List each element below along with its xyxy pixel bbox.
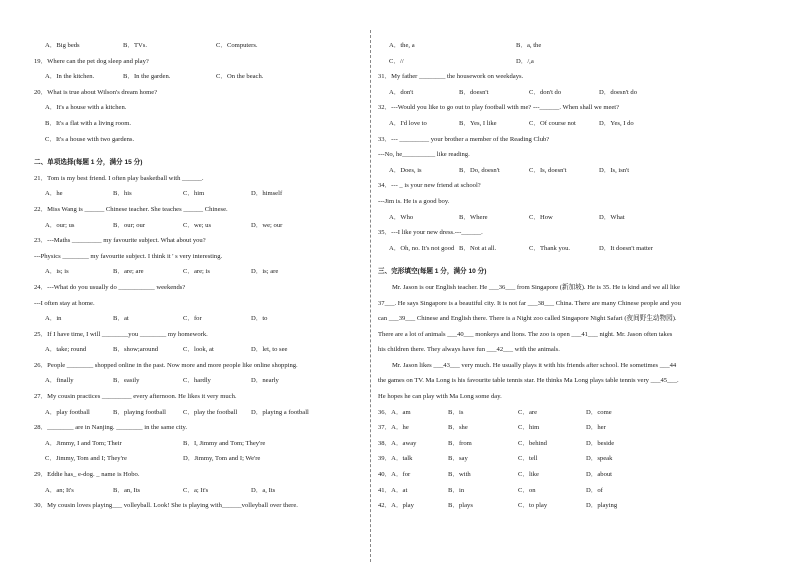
q36-options (378, 405, 776, 421)
q36-option-c: C．are (518, 408, 538, 416)
q42-option-d: D．playing (586, 502, 618, 510)
q42-option-c: C．to play (518, 502, 548, 510)
q36-option-d: D．come (586, 408, 612, 416)
q24-option-a: A．in (45, 315, 62, 323)
q30-option-a: A．the, a (389, 42, 415, 49)
q41-option-d: D．of (586, 486, 603, 494)
q31-option-b: B．doesn't (459, 88, 489, 96)
q36-option-b: B．is (448, 408, 464, 416)
q18-options (34, 38, 364, 54)
q19-option-a: A．In the kitchen. (45, 73, 95, 81)
q31-option-c: C．don't do (529, 88, 562, 96)
q31-stem: 31．My father ________ the housework on weekdays. (378, 73, 524, 81)
q26-stem: 26．People ________ shopped online in the past. Now more and more people like online shopping. (34, 361, 298, 369)
q30-option-b: B．a, the (516, 42, 542, 49)
q22-option-c: C．we; us (183, 221, 212, 229)
q23-options (34, 264, 364, 280)
q18-option-b: B．TVs. (123, 42, 147, 49)
q28-stem: 28．________ are in Nanjing. ________ in the same city. (34, 424, 188, 432)
q37-option-b: B．she (448, 424, 468, 432)
q23-stem-2: ---Physics ________ my favourite subject. I think it ' s very interesting. (34, 252, 223, 260)
passage-line-8: He hopes he can play with Ma Long some day. (378, 393, 502, 401)
q21-option-c: C．him (183, 190, 205, 198)
q25-option-a: A．take; round (45, 346, 87, 354)
q25-option-d: D．let, to see (251, 346, 288, 354)
q33-options (378, 163, 776, 179)
q24-option-c: C．for (183, 315, 202, 323)
q24-stem-2: ---I often stay at home. (34, 299, 95, 307)
q22-option-a: A．our; us (45, 221, 75, 229)
q28-option-a: A．Jimmy, I and Tom; Their (45, 439, 122, 447)
passage-line-4: There are a lot of animals ___40___ monkeys and lions. The zoo is open ___41___ night. Mr. Jason often takes (378, 330, 673, 338)
q27-options (34, 405, 364, 421)
q26-options (34, 373, 364, 389)
q29-options (34, 483, 364, 499)
q38-option-d: D．beside (586, 439, 615, 447)
q21-option-b: B．his (113, 190, 132, 198)
q20-option-c: C．It's a house with two gardens. (45, 135, 135, 143)
q41-options (378, 483, 776, 499)
q34-option-c: C．How (529, 213, 553, 221)
section-3-heading: 三、完形填空(每题 1 分，满分 10 分) (378, 268, 487, 276)
q35-option-c: C．Thank you. (529, 244, 571, 252)
q41-option-a: 41．A．at (378, 486, 408, 494)
q31-option-d: D．doesn't do (599, 88, 638, 96)
q35-option-b: B．Not at all. (459, 244, 497, 252)
passage-line-5: his children there. They always have fun ___42___ with the animals. (378, 346, 560, 354)
q23-option-d: D．is; are (251, 268, 279, 276)
q21-stem: 21．Tom is my best friend. I often play basketball with ______. (34, 174, 204, 182)
q37-options (378, 420, 776, 436)
q39-option-a: 39．A．talk (378, 455, 413, 463)
column-divider (370, 30, 371, 562)
q30-options-ab (378, 38, 776, 54)
q39-option-b: B．say (448, 455, 468, 463)
q25-option-b: B．show;around (113, 346, 159, 354)
q27-option-c: C．play the football (183, 408, 238, 416)
q40-option-b: B．with (448, 471, 471, 479)
q18-option-c: C．Computers. (216, 42, 258, 49)
q33-stem-2: ---No, he__________ like reading. (378, 151, 470, 159)
q28-options-ab (34, 436, 364, 452)
q29-option-c: C．a; It's (183, 486, 209, 494)
q30-option-d: D．/,a (516, 57, 534, 65)
q33-option-d: D．Is, isn't (599, 166, 630, 174)
q18-option-a: A．Big beds (45, 42, 80, 49)
q21-option-d: D．himself (251, 190, 283, 198)
q27-option-b: B．playing football (113, 408, 166, 416)
q37-option-a: 37．A．he (378, 424, 409, 432)
q33-stem: 33．--- _________ your brother a member of the Reading Club? (378, 135, 550, 143)
q32-option-d: D．Yes, I do (599, 119, 634, 127)
q27-option-a: A．play football (45, 408, 90, 416)
passage-line-6: Mr. Jason likes ___43___ very much. He usually plays it with his friends after school. He sometimes ___44 (392, 361, 677, 369)
q41-option-c: C．on (518, 486, 536, 494)
q24-stem: 24．---What do you usually do ___________ weekends? (34, 283, 186, 291)
q37-option-c: C．him (518, 424, 540, 432)
q42-option-a: 42．A．play (378, 502, 414, 510)
q25-option-c: C．look, at (183, 346, 214, 354)
q26-option-d: D．nearly (251, 377, 279, 385)
q32-stem: 32．---Would you like to go out to play football with me? ---______. When shall we meet? (378, 104, 620, 112)
left-column (34, 38, 364, 514)
q19-options (34, 69, 364, 85)
q25-stem: 25．If I have time, I will ________you ________ my homework. (34, 330, 208, 338)
q29-option-d: D．a, Its (251, 486, 276, 494)
q33-option-a: A．Does, is (389, 166, 422, 174)
q23-option-c: C．are; is (183, 268, 210, 276)
q19-option-c: C．On the beach. (216, 73, 264, 81)
q30-option-c: C．// (389, 57, 404, 65)
q34-stem-2: ---Jim is. He is a good boy. (378, 197, 450, 205)
q26-option-c: C．hardly (183, 377, 211, 385)
q42-options (378, 498, 776, 514)
q33-option-c: C．Is, doesn't (529, 166, 567, 174)
q25-options (34, 342, 364, 358)
q29-option-b: B．an, Its (113, 486, 141, 494)
q23-stem: 23．---Maths _________ my favourite subject. What about you? (34, 237, 206, 245)
q28-option-b: B．I, Jimmy and Tom; They're (183, 439, 266, 447)
q38-options (378, 436, 776, 452)
q40-option-a: 40．A．for (378, 471, 411, 479)
q23-option-a: A．is; is (45, 268, 69, 276)
q37-option-d: D．her (586, 424, 606, 432)
q35-option-a: A．Oh, no. It's not good (389, 244, 455, 252)
q39-option-d: D．speak (586, 455, 613, 463)
q41-option-b: B．in (448, 486, 465, 494)
q24-option-b: B．at (113, 315, 129, 323)
q27-stem: 27．My cousin practices _________ every afternoon. He likes it very much. (34, 393, 237, 401)
q34-options (378, 210, 776, 226)
q40-option-c: C．like (518, 471, 539, 479)
q35-option-d: D．It doesn't matter (599, 244, 653, 252)
q20-option-b: B．It's a flat with a living room. (45, 119, 131, 127)
q31-options (378, 85, 776, 101)
passage-line-7: the games on TV. Ma Long is his favourite table tennis star. He thinks Ma Long plays table tennis very ___45___. (378, 377, 679, 385)
q40-options (378, 467, 776, 483)
q29-option-a: A．an; It's (45, 486, 74, 494)
q38-option-b: B．from (448, 439, 472, 447)
q28-option-c: C．Jimmy, Tom and I; They're (45, 455, 127, 463)
q32-option-c: C．Of course not (529, 119, 576, 127)
q28-options-cd (34, 451, 364, 467)
q21-option-a: A．he (45, 190, 63, 198)
q30-options-cd (378, 54, 776, 70)
q36-option-a: 36．A．am (378, 408, 411, 416)
q24-option-d: D．to (251, 315, 268, 323)
q30-stem: 30．My cousin loves playing___ volleyball. Look! She is playing with______volleyball over there. (34, 502, 298, 510)
right-column (378, 38, 776, 514)
q24-options (34, 311, 364, 327)
q38-option-c: C．behind (518, 439, 547, 447)
q34-option-a: A．Who (389, 213, 414, 221)
q42-option-b: B．plays (448, 502, 473, 510)
q20-stem: 20．What is true about Wilson's dream home? (34, 88, 158, 96)
q32-options (378, 116, 776, 132)
q38-option-a: 38．A．away (378, 439, 417, 447)
q35-stem: 35．---I like your new dress.---______. (378, 229, 483, 237)
q35-options (378, 241, 776, 257)
q21-options (34, 186, 364, 202)
q22-option-d: D．we; our (251, 221, 283, 229)
q29-stem: 29．Eddie has_ e-dog. _ name is Hobo. (34, 471, 140, 479)
q28-option-d: D．Jimmy, Tom and I; We're (183, 455, 261, 463)
q23-option-b: B．are; are (113, 268, 144, 276)
q27-option-d: D．playing a football (251, 408, 309, 416)
q26-option-b: B．easily (113, 377, 140, 385)
q22-option-b: B．our; our (113, 221, 146, 229)
passage-line-1: Mr. Jason is our English teacher. He ___36___ from Singapore (新加坡). He is 35. He is kind and we all like (392, 283, 680, 291)
section-2-heading: 二、单项选择(每题 1 分，满分 15 分) (34, 159, 143, 167)
q33-option-b: B．Do, doesn't (459, 166, 500, 174)
q34-stem: 34．--- _ is your new friend at school? (378, 182, 481, 190)
q22-options (34, 218, 364, 234)
q34-option-b: B．Where (459, 213, 488, 221)
q34-option-d: D．What (599, 213, 625, 221)
q19-stem: 19．Where can the pet dog sleep and play? (34, 57, 149, 65)
q22-stem: 22．Miss Wang is ______ Chinese teacher. She teaches ______ Chinese. (34, 205, 228, 213)
q26-option-a: A．finally (45, 377, 74, 385)
passage-line-3: can ___39___ Chinese and English there. There is a Night zoo called Singapore Night Safari (夜间野生动物园). (378, 315, 677, 323)
q39-option-c: C．tell (518, 455, 538, 463)
q40-option-d: D．about (586, 471, 613, 479)
q32-option-a: A．I'd love to (389, 119, 427, 127)
q39-options (378, 451, 776, 467)
passage-line-2: 37___. He says Singapore is a beautiful city. It is not far ___38___ China. There are many Chinese people and you (378, 299, 681, 307)
q20-option-a: A．It's a house with a kitchen. (45, 104, 127, 112)
q19-option-b: B．In the garden. (123, 73, 171, 81)
q32-option-b: B．Yes, I like (459, 119, 497, 127)
q31-option-a: A．don't (389, 88, 414, 96)
